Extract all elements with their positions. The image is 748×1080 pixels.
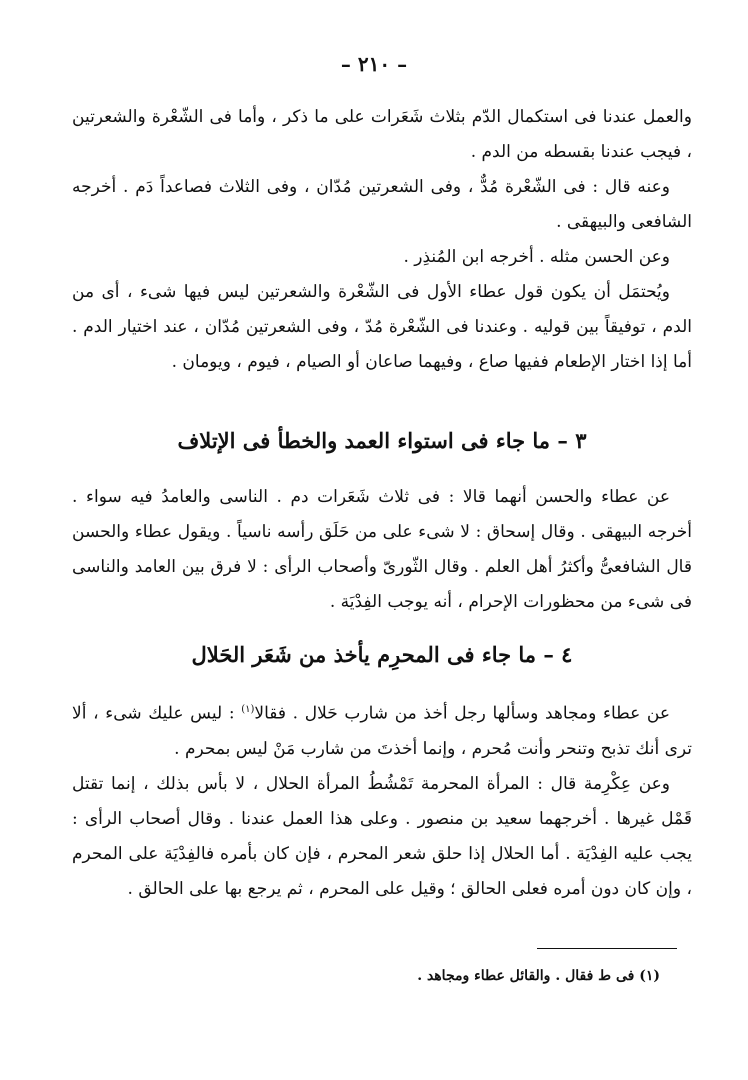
paragraph: والعمل عندنا فى استكمال الدّم بثلاث شَعَرات على ما ذكر ، وأما فى الشّعْرة والشعرتين ، فيجب عندنا بقسطه من الدم . — [72, 107, 692, 162]
paragraph: ويُحتمَل أن يكون قول عطاء الأول فى الشّعْرة والشعرتين ليس فيها شىء ، أى من الدم ، توفيقاً بين قوليه . وعندنا فى الشّعْرة مُدّ ، وفى الشعرتين مُدّان ، عند اختيار الدم . أما إذا اختار الإطعام ففيها صاع ، وفيهما صاعان أو الصيام ، فيوم ، ويومان . — [72, 282, 692, 372]
footnote: (١) فى ط فقال . والقائل عطاء ومجاهد . — [417, 968, 660, 984]
paragraph-text: عن عطاء ومجاهد وسألها رجل أخذ من شارب حَلال . فقالا — [254, 703, 670, 724]
paragraph: وعن الحسن مثله . أخرجه ابن المُنذِر . — [403, 247, 670, 267]
paragraph-text: : ليس عليك شىء ، ألا ترى أنك تذبح وتنحر وأنت مُحرم ، وإنما أخذتَ من شارب مَنْ ليس بمحرم . — [72, 703, 692, 759]
section-2-body — [72, 100, 692, 380]
section-4-heading: ٤ – ما جاء فى المحرِم يأخذ من شَعَر الحَلال — [191, 642, 573, 667]
page-number: – ٢١٠ – — [340, 52, 408, 76]
paragraph: وعنه قال : فى الشّعْرة مُدٌّ ، وفى الشعرتين مُدّان ، وفى الثلاث فصاعداً دَم . أخرجه الشافعى والبيهقى . — [72, 177, 692, 232]
section-3-body — [72, 480, 692, 620]
section-3-heading: ٣ – ما جاء فى استواء العمد والخطأ فى الإتلاف — [177, 428, 587, 453]
section-4-body — [72, 692, 692, 907]
footnote-divider — [537, 948, 677, 949]
footnote-marker: (١) — [241, 704, 255, 715]
paragraph: وعن عِكْرِمة قال : المرأة المحرمة تَمْشُطُ المرأة الحلال ، لا بأس بذلك ، إنما تقتل قَمْل غيرها . أخرجهما سعيد بن منصور . وعلى هذا العمل عندنا . وقال أصحاب الرأى : يجب عليه الفِدْيَة . أما الحلال إذا حلق شعر المحرم ، فإن كان بأمره فالفِدْيَة على المحرم ، وإن كان دون أمره فعلى الحالق ؛ وقيل على المحرم ، ثم يرجع بها على الحالق . — [72, 773, 692, 899]
paragraph: عن عطاء والحسن أنهما قالا : فى ثلاث شَعَرات دم . الناسى والعامدُ فيه سواء . أخرجه البيهقى . وقال إسحاق : لا شىء على من حَلَق رأسه ناسياً . ويقول عطاء والحسن قال الشافعىُّ وأكثرُ أهل العلم . وقال الثّورىّ وأصحاب الرأى : لا فرق بين العامد والناسى فى شىء من محظورات الإحرام ، أنه يوجب الفِدْيَة . — [72, 487, 692, 612]
paragraph — [72, 692, 692, 767]
